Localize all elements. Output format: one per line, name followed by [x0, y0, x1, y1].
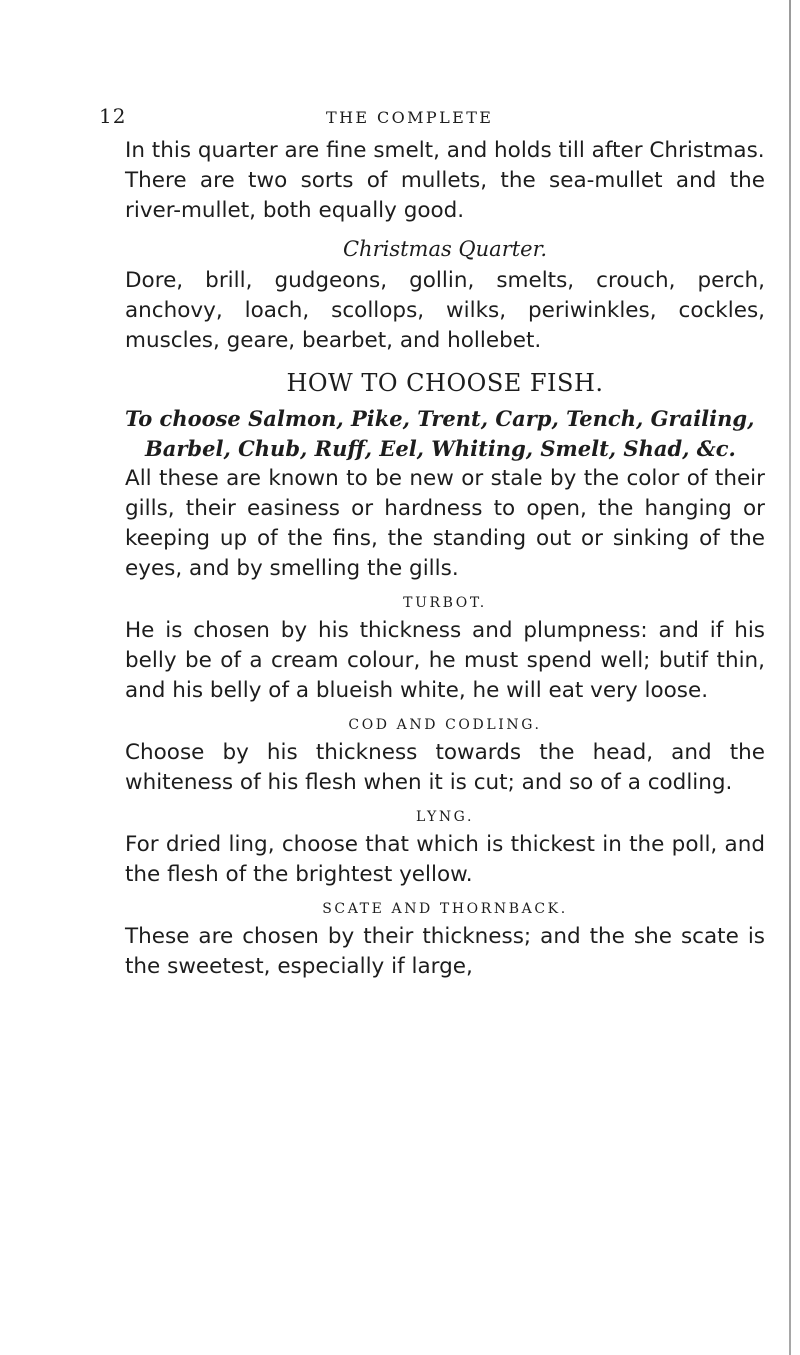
paragraph: All these are known to be new or stale by the color of their gills, their easiness or hardness to open, the hanging or keeping up of the fins, the standing out or sinking of the eyes, and by smelling the gills. [125, 466, 765, 581]
fish-list-heading: To choose Salmon, Pike, Trent, Carp, Tench, Grailing, Barbel, Chub, Ruff, Eel, Whiting, Smelt, Shad, &c. [125, 406, 755, 461]
cod-heading: COD AND CODLING. [348, 717, 542, 733]
paragraph: Dore, brill, gudgeons, gollin, smelts, crouch, perch, anchovy, loach, scollops, wilks, periwinkles, cockles, muscles, geare, bearbet, and hollebet. [125, 268, 765, 353]
paragraph: For dried ling, choose that which is thickest in the poll, and the flesh of the brightest yellow. [125, 832, 765, 887]
paragraph: In this quarter are fine smelt, and holds till after Christmas. [125, 138, 765, 163]
christmas-quarter-heading: Christmas Quarter. [342, 237, 548, 261]
paragraph: He is chosen by his thickness and plumpness: and if his belly be of a cream colour, he must spend well; butif thin, and his belly of a blueish white, he will eat very loose. [125, 618, 765, 703]
page-header [99, 104, 729, 140]
body-text [125, 136, 765, 982]
page-number: 12 [99, 104, 127, 128]
scate-heading: SCATE AND THORNBACK. [322, 901, 568, 917]
running-head: THE COMPLETE [326, 108, 494, 127]
page-edge [789, 0, 791, 1355]
turbot-heading: TURBOT. [403, 595, 487, 611]
lyng-heading: LYNG. [415, 809, 475, 825]
paragraph: These are chosen by their thickness; and the she scate is the sweetest, especially if large, [125, 924, 765, 979]
section-heading: HOW TO CHOOSE FISH. [286, 369, 604, 397]
paragraph: Choose by his thickness towards the head, and the whiteness of his flesh when it is cut; and so of a codling. [125, 740, 765, 795]
paragraph: There are two sorts of mullets, the sea-mullet and the river-mullet, both equally good. [125, 168, 765, 223]
